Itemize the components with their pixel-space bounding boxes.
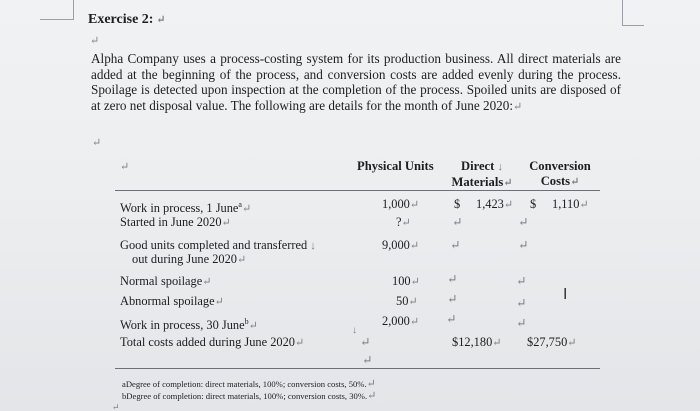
cell-mark-icon: ↵ bbox=[518, 238, 529, 252]
paragraph-mark-icon: ↵ bbox=[513, 100, 523, 113]
row-dm-symbol-wip-1-june: $ bbox=[454, 197, 461, 211]
exercise-paragraph: Alpha Company uses a process-costing system for its production business. All direct materials are added at the beginning of the process, and conversion costs are added evenly during the process. Spoilage is detected upon inspection at the completion of the process. Spoiled units are disposed of at zero net disposal value. The following are details for the month of June 2020:↵ bbox=[91, 51, 621, 113]
row-label-started-june: Started in June 2020↵ bbox=[120, 215, 231, 229]
table-bottom-rule bbox=[115, 368, 600, 369]
row-label-total-costs: Total costs added during June 2020↵ bbox=[120, 335, 305, 349]
header-direct-materials: Direct ↓ Materials↵ bbox=[451, 159, 513, 189]
paragraph-mark-icon: ↵ bbox=[90, 35, 100, 47]
paragraph-mark-icon: ↵ bbox=[112, 402, 120, 411]
paragraph-mark-icon: ↵ bbox=[362, 353, 373, 367]
row-label-wip-1-june: Work in process, 1 June$^a$↵ bbox=[120, 200, 252, 216]
cell-mark-icon: ↵ bbox=[516, 274, 527, 288]
cell-mark-icon: ↵ bbox=[450, 238, 461, 252]
header-physical-units: Physical Units bbox=[357, 159, 434, 173]
table-header-rule bbox=[115, 190, 600, 191]
cell-mark-icon: ↵ bbox=[452, 215, 463, 229]
cell-mark-icon: ↵ bbox=[447, 292, 458, 306]
row-cc-total-costs: $27,750↵ bbox=[527, 335, 577, 349]
row-units-wip-1-june: 1,000↵ bbox=[382, 197, 420, 211]
cell-mark-icon: ↵ bbox=[447, 272, 458, 286]
row-units-abnormal-spoilage: 50↵ bbox=[396, 294, 418, 308]
row-label-wip-30-june: Work in process, 30 June$^b$↵ bbox=[120, 317, 258, 333]
cell-mark-icon: ↵ bbox=[360, 335, 371, 349]
row-cc-wip-1-june: 1,110↵ bbox=[552, 197, 589, 211]
margin-corner-mark-left bbox=[40, 0, 74, 20]
row-label-normal-spoilage: Normal spoilage↵ bbox=[120, 274, 212, 288]
header-conversion-costs: Conversion Costs↵ bbox=[529, 159, 591, 188]
row-units-started-june: ?↵ bbox=[396, 215, 411, 229]
row-units-good-units: 9,000↵ bbox=[382, 238, 420, 252]
cell-mark-icon: ↵ bbox=[516, 296, 527, 310]
margin-corner-mark-right bbox=[622, 0, 644, 26]
paragraph-mark-icon: ↵ bbox=[92, 137, 102, 149]
cell-mark-icon: ↵ bbox=[120, 161, 130, 173]
cell-mark-icon: ↵ bbox=[446, 312, 457, 326]
row-units-wip-30-june: 2,000↵ bbox=[382, 314, 420, 328]
paragraph-mark-icon: ↵ bbox=[153, 14, 166, 26]
cell-mark-icon: ↓ bbox=[352, 325, 357, 336]
row-label-good-units-cont: out during June 2020↵ bbox=[132, 252, 247, 266]
exercise-title: Exercise 2: ↵ bbox=[88, 12, 166, 27]
row-units-normal-spoilage: 100↵ bbox=[392, 274, 420, 288]
row-label-good-units: Good units completed and transferred ↓ bbox=[120, 238, 316, 252]
cell-mark-icon: ↵ bbox=[516, 316, 527, 330]
row-cc-symbol-wip-1-june: $ bbox=[530, 197, 537, 211]
footnote-a: aDegree of completion: direct materials, 100%; conversion costs, 50%.↵ bbox=[122, 378, 376, 390]
footnote-b: bDegree of completion: direct materials, 100%; conversion costs, 30%.↵ bbox=[122, 390, 377, 402]
text-cursor-icon: I bbox=[563, 285, 568, 303]
row-dm-wip-1-june: 1,423↵ bbox=[476, 197, 514, 211]
cell-mark-icon: ↵ bbox=[518, 215, 529, 229]
row-dm-total-costs: $12,180↵ bbox=[452, 335, 502, 349]
row-label-abnormal-spoilage: Abnormal spoilage↵ bbox=[120, 294, 224, 308]
